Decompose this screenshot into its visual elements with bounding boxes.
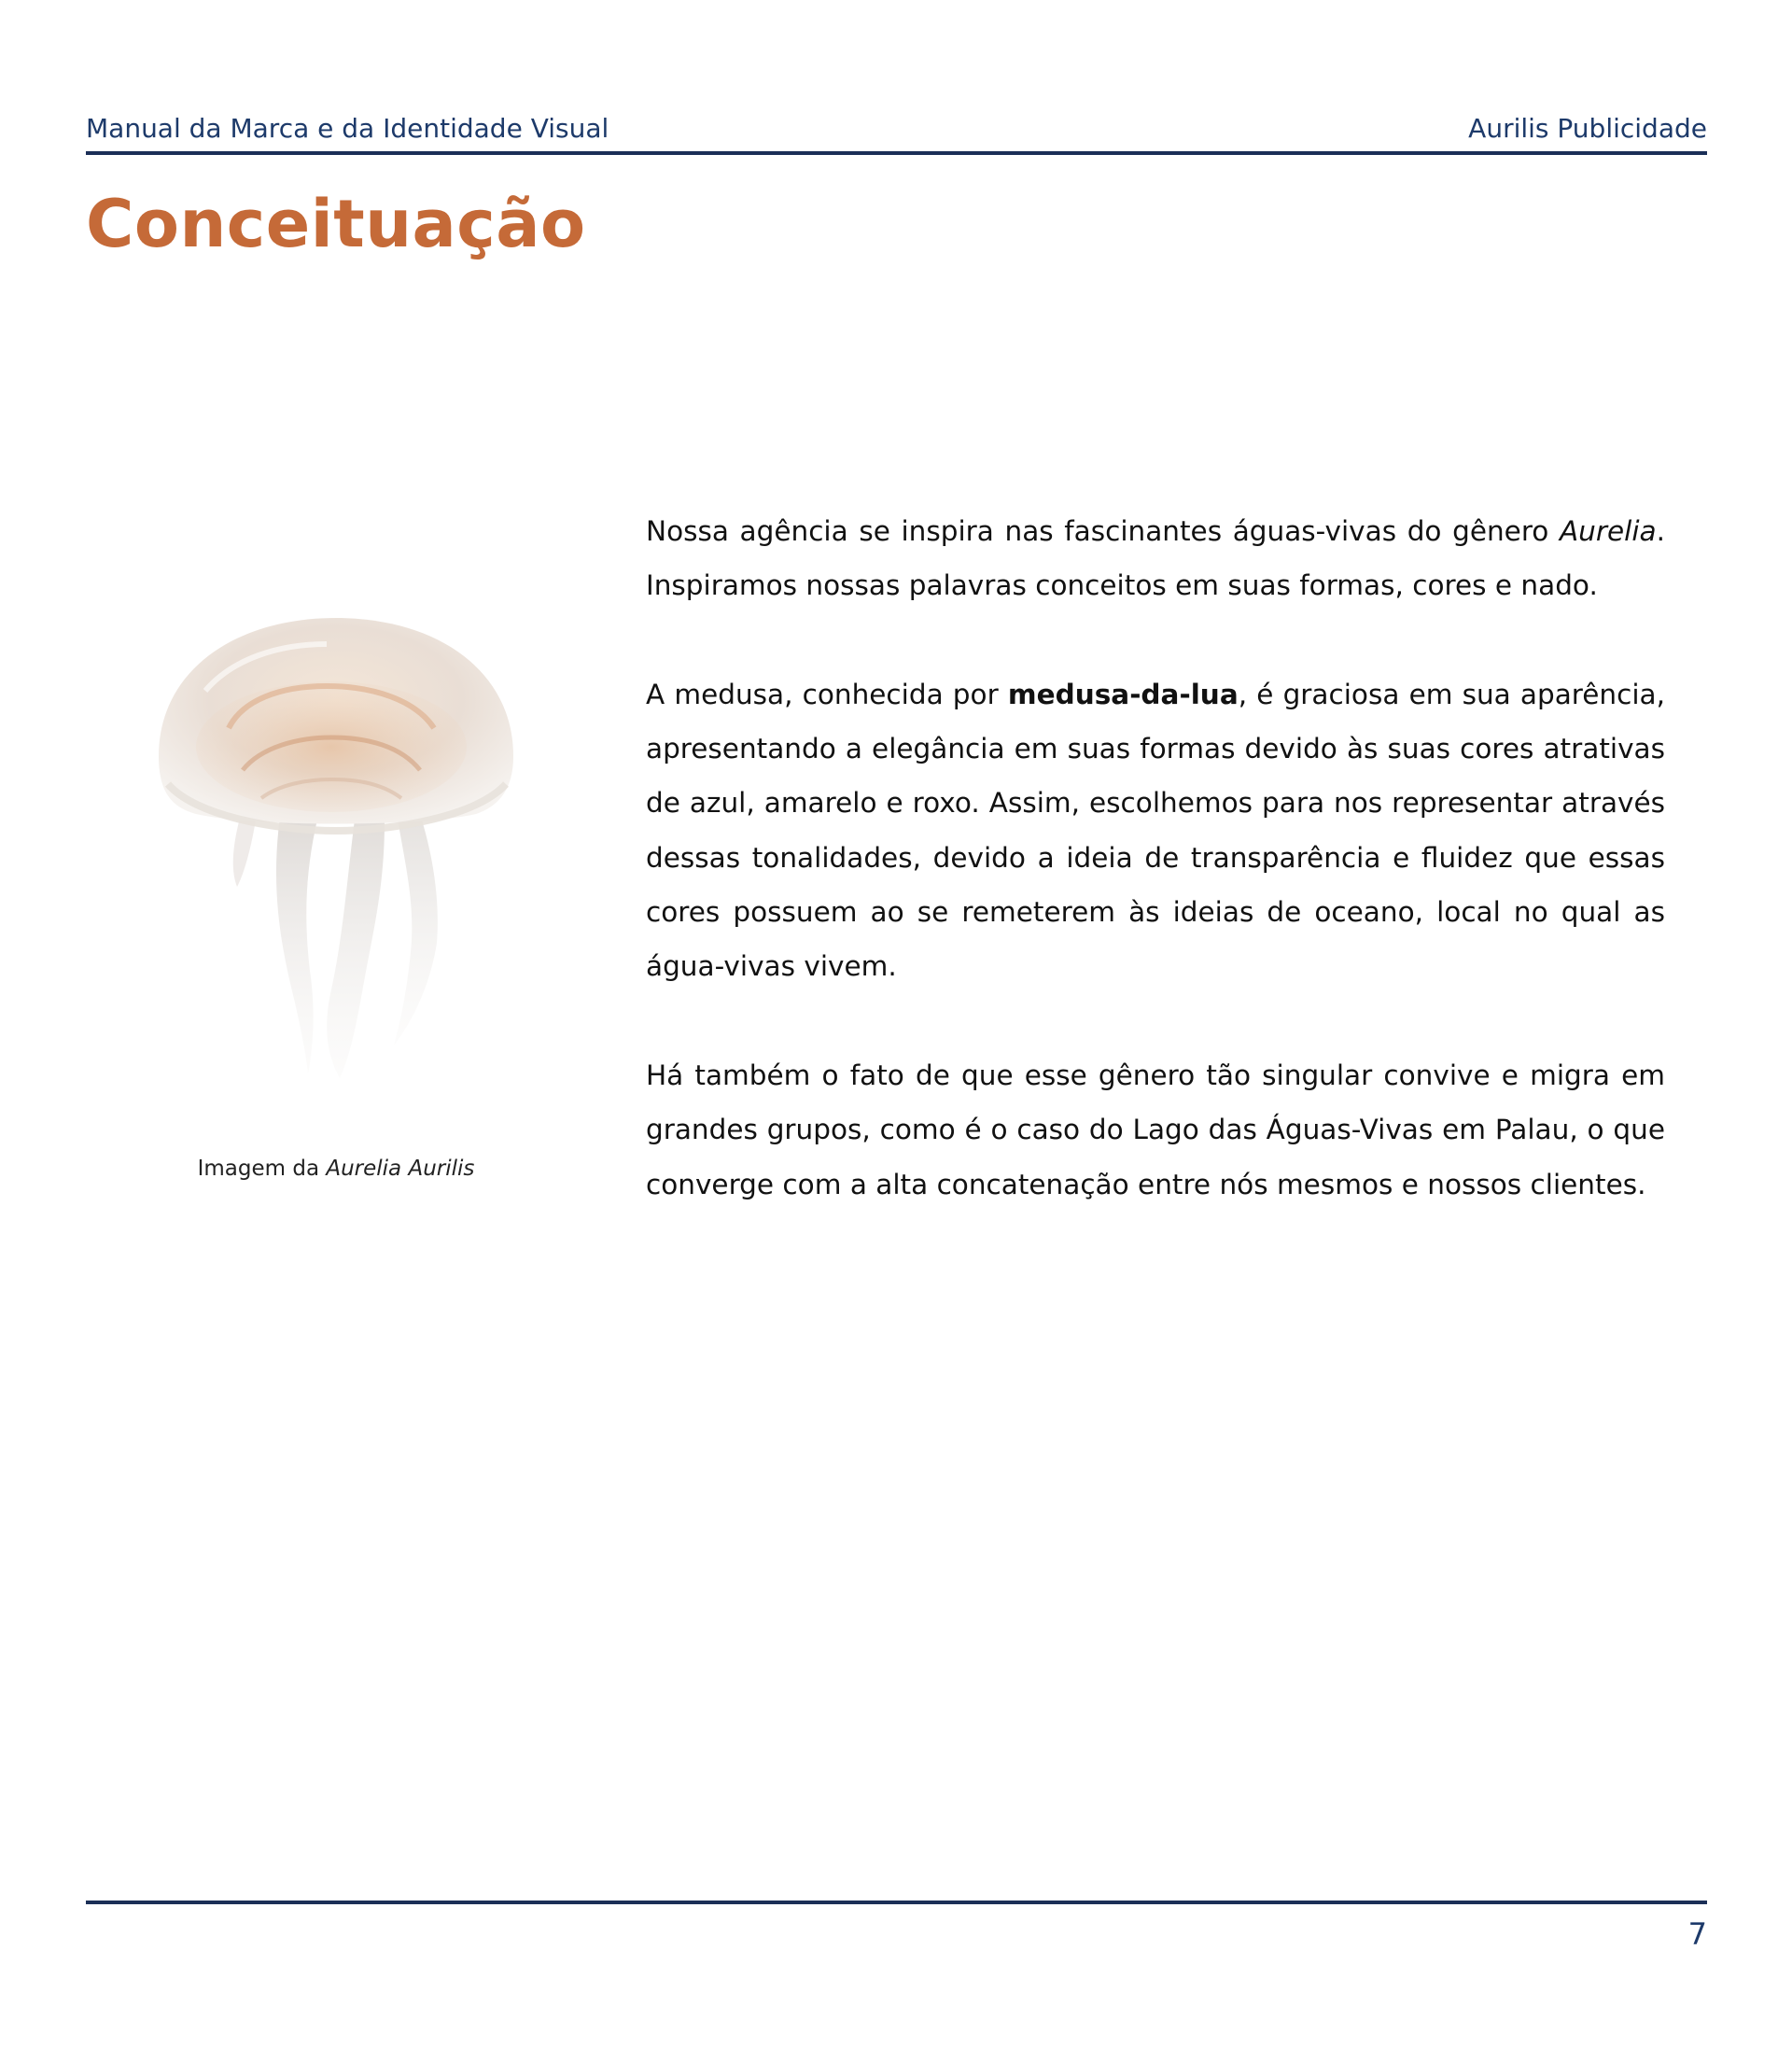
page-title: Conceituação <box>86 186 586 262</box>
p2-text-start: A medusa, conhecida por <box>646 678 1008 710</box>
header-rule <box>86 151 1707 155</box>
paragraph-3: Há também o fato de que esse gênero tão singular convive e migra em grandes grupos, como é o caso do Lago das Águas-Vivas em Palau, o que converge com a alta concatenação entre nós mesmos e nossos clientes. <box>646 1059 1665 1200</box>
body-text <box>646 504 1665 1212</box>
paragraph-1 <box>646 504 1665 613</box>
figure-caption <box>140 1153 532 1185</box>
p1-genus-name: Aurelia <box>1559 515 1657 547</box>
page-number: 7 <box>1687 1916 1707 1952</box>
p2-text-end: , é graciosa em sua aparência, apresentando a elegância em suas formas devido às suas cores atrativas de azul, amarelo e roxo. Assim, escolhemos para nos representar através dessas tonalidades, devido a ideia de transparência e fluidez que essas cores possuem ao se remeterem às ideias de oceano, local no qual as água-vivas vivem. <box>646 678 1665 983</box>
paragraph-2 <box>646 667 1665 994</box>
header-company-name: Aurilis Publicidade <box>1468 113 1707 144</box>
caption-species-name: Aurelia Aurilis <box>326 1157 475 1181</box>
p1-text-start: Nossa agência se inspira nas fascinantes águas-vivas do gênero <box>646 515 1560 547</box>
p1-text-end: . Inspiramos nossas palavras conceitos em suas formas, cores e nado. <box>646 515 1665 602</box>
footer-rule <box>86 1901 1707 1904</box>
jellyfish-illustration <box>140 607 532 1092</box>
header-document-title: Manual da Marca e da Identidade Visual <box>86 113 609 144</box>
caption-prefix: Imagem da <box>197 1157 327 1181</box>
p2-common-name: medusa-da-lua <box>1007 678 1239 710</box>
